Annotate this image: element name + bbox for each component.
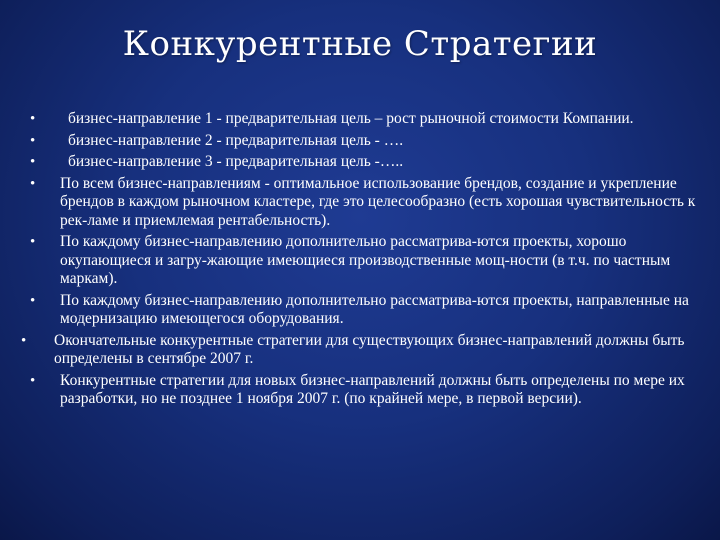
bullet-item [20,175,700,231]
bullet-item [20,372,700,409]
bullet-icon: • [21,332,27,349]
bullet-text: бизнес-направление 1 - предварительная цель – рост рыночной стоимости Компании. [68,110,634,127]
bullet-icon: • [30,154,36,170]
bullet-icon: • [30,372,36,389]
bullet-list [20,110,700,412]
bullet-text: бизнес-направление 2 - предварительная цель - …. [68,131,404,149]
bullet-icon: • [30,132,36,149]
bullet-text: Конкурентные стратегии для новых бизнес-направлений должны быть определены по мере их разработки, но не позднее 1 ноября 2007 г. (по крайней мере, в первой версии). [60,371,685,407]
bullet-item [20,132,700,151]
bullet-text: По всем бизнес-направлениям - оптимальное использование брендов, создание и укрепление брендов в каждом рыночном кластере, где это целесообразно (есть хорошая чувствительность к рек-ламе и приемлемая рентабельность). [60,174,696,229]
bullet-item [20,153,700,172]
bullet-item [20,332,700,369]
bullet-item [20,292,700,329]
bullet-icon: • [30,234,36,250]
bullet-text: По каждому бизнес-направлению дополнительно рассматрива-ются проекты, направленные на модернизацию имеющегося оборудования. [60,291,689,327]
slide-title: Конкурентные Стратегии [122,24,598,64]
bullet-icon: • [30,175,36,192]
bullet-text: Окончательные конкурентные стратегии для существующих бизнес-направлений должны быть определены в сентябре 2007 г. [54,331,685,367]
bullet-item [20,110,700,129]
bullet-item [20,233,700,289]
bullet-icon: • [30,111,36,127]
bullet-text: бизнес-направление 3 - предварительная цель -….. [68,153,404,170]
bullet-text: По каждому бизнес-направлению дополнительно рассматрива-ются проекты, хорошо окупающиеся и загру-жающие имеющиеся производственные мощ-ности (в т.ч. по частным маркам). [60,233,671,287]
bullet-icon: • [30,292,36,309]
